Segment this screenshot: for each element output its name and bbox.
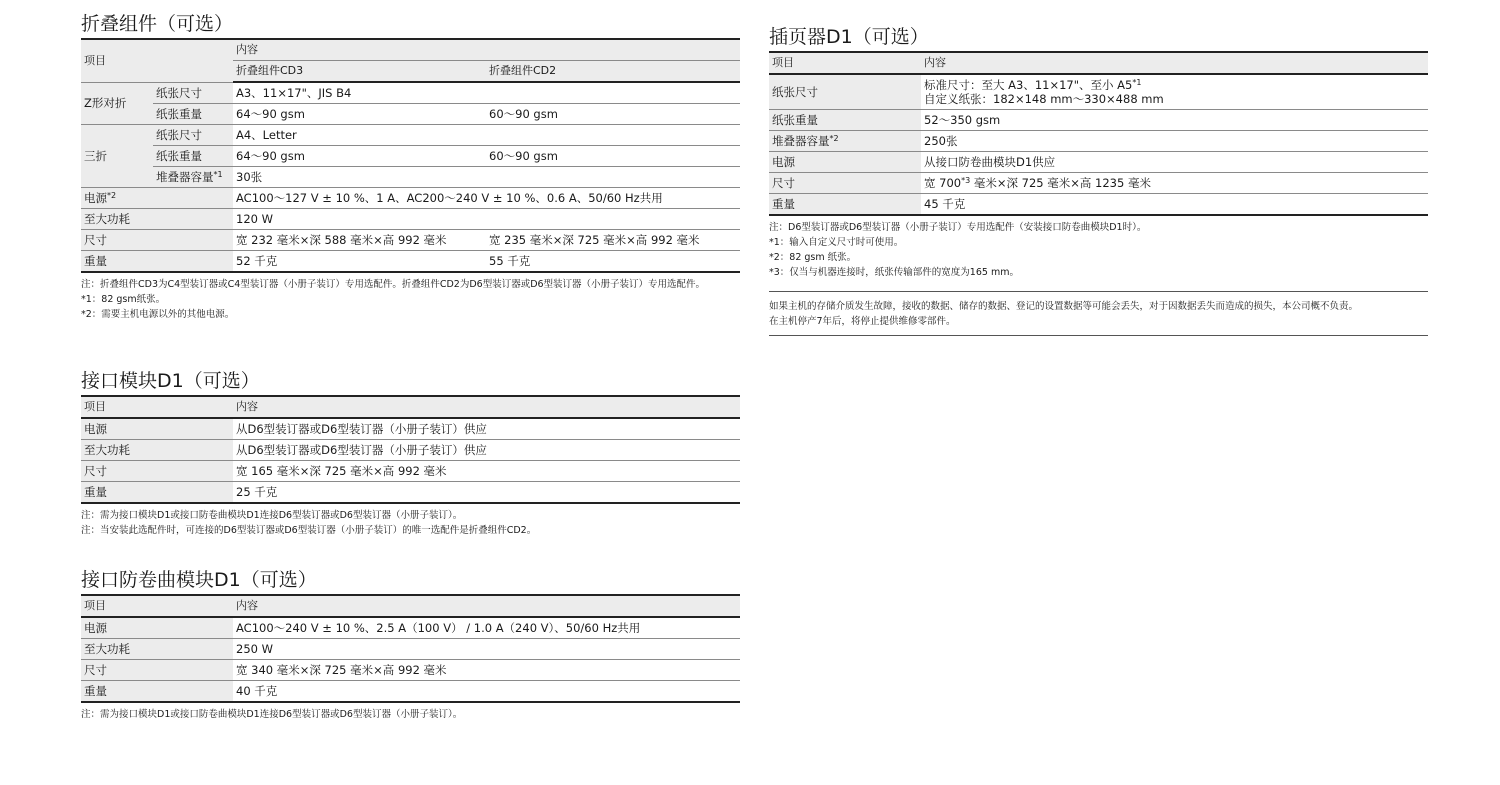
row-value: 250张 <box>921 131 1428 152</box>
row-value: 64～90 gsm <box>233 104 486 125</box>
table-row <box>81 167 740 188</box>
folding-unit-notes <box>81 277 740 322</box>
table-row <box>81 125 740 146</box>
header-cd2: 折叠组件CD2 <box>486 61 740 83</box>
note-line: 注：D6型装订器或D6型装订器（小册子装订）专用选配件（安装接口防卷曲模块D1时）。 <box>769 222 1147 233</box>
interface-unit-table <box>81 395 740 504</box>
row-label: 纸张尺寸 <box>153 82 233 104</box>
table-row <box>81 188 740 209</box>
row-label: 堆叠器容量$^{*1}$ <box>153 167 233 188</box>
note-line: *2：82 gsm 纸张。 <box>769 252 857 263</box>
row-value: 从接口防卷曲模块D1供应 <box>921 152 1428 173</box>
table-row <box>81 617 740 639</box>
row-label: 尺寸 <box>81 660 233 681</box>
row-label: 尺寸 <box>81 230 233 251</box>
table-row <box>81 82 740 104</box>
row-value: 52～350 gsm <box>921 110 1428 131</box>
header-item: 项目 <box>769 52 921 74</box>
row-label: 纸张尺寸 <box>153 125 233 146</box>
tri-fold-group: 三折 <box>81 125 153 188</box>
note-line: 注：需为接口模块D1或接口防卷曲模块D1连接D6型装订器或D6型装订器（小册子装订）。 <box>81 709 463 720</box>
row-value: 宽 232 毫米×深 588 毫米×高 992 毫米 <box>233 230 486 251</box>
row-label: 重量 <box>81 482 233 504</box>
row-label: 纸张尺寸 <box>769 74 921 110</box>
row-label: 尺寸 <box>81 461 233 482</box>
table-row <box>81 230 740 251</box>
row-value: 40 千克 <box>236 684 278 698</box>
table-row <box>769 110 1428 131</box>
row-label: 重量 <box>81 251 233 273</box>
row-value: 52 千克 <box>236 254 278 268</box>
row-label: 堆叠器容量$^{*2}$ <box>769 131 921 152</box>
row-label: 电源 <box>769 152 921 173</box>
row-value: 从D6型装订器或D6型装订器（小册子装订）供应 <box>233 418 740 440</box>
table-header-row <box>81 595 740 617</box>
decurl-unit-notes <box>81 707 740 722</box>
row-label: 尺寸 <box>769 173 921 194</box>
note-line: *1：82 gsm纸张。 <box>81 294 166 305</box>
table-header-row <box>769 52 1428 74</box>
inserter-notes <box>769 220 1428 280</box>
folding-unit-section <box>81 13 740 322</box>
table-row <box>81 639 740 660</box>
decurl-unit-section <box>81 569 740 722</box>
row-value: 60～90 gsm <box>486 146 740 167</box>
disclaimer-box <box>769 291 1428 336</box>
row-value: 30张 <box>233 167 740 188</box>
table-row <box>769 74 1428 110</box>
header-item: 项目 <box>81 396 233 418</box>
note-line: 注：当安装此选配件时，可连接的D6型装订器或D6型装订器（小册子装订）的唯一选配件是折叠组件CD2。 <box>81 525 537 536</box>
row-value: 从D6型装订器或D6型装订器（小册子装订）供应 <box>233 440 740 461</box>
header-cd3: 折叠组件CD3 <box>233 61 486 83</box>
table-row <box>769 131 1428 152</box>
header-item: 项目 <box>81 595 233 617</box>
row-label: 重量 <box>81 681 233 703</box>
row-value: AC100～127 V ± 10 %、1 A、AC200～240 V ± 10 %、0.6 A、50/60 Hz共用 <box>233 188 740 209</box>
note-line: 注：折叠组件CD3为C4型装订器或C4型装订器（小册子装订）专用选配件。折叠组件CD2为D6型装订器或D6型装订器（小册子装订）专用选配件。 <box>81 279 706 290</box>
header-content: 内容 <box>233 396 740 418</box>
z-fold-group: Z形对折 <box>81 82 153 125</box>
row-label: 电源 <box>81 418 233 440</box>
row-value: A4、Letter <box>233 125 740 146</box>
interface-unit-section <box>81 370 740 538</box>
table-row <box>81 104 740 125</box>
row-value: 标准尺寸：至大 A3、11×17"、至小 A5$^{*1}$ 自定义纸张：182×148 mm～330×488 mm <box>921 74 1428 110</box>
row-label: 纸张重量 <box>153 146 233 167</box>
table-row <box>81 660 740 681</box>
header-content: 内容 <box>921 52 1428 74</box>
table-row <box>769 173 1428 194</box>
table-row <box>81 209 740 230</box>
table-header-row <box>81 396 740 418</box>
table-row <box>81 482 740 504</box>
row-label: 纸张重量 <box>153 104 233 125</box>
disclaimer-line: 在主机停产7年后，将停止提供维修零部件。 <box>769 316 956 327</box>
table-row <box>769 152 1428 173</box>
inserter-title: 插页器D1（可选） <box>769 26 929 48</box>
row-value: 120 W <box>233 209 740 230</box>
table-row <box>81 440 740 461</box>
row-value: 250 W <box>233 639 740 660</box>
row-label: 至大功耗 <box>81 639 233 660</box>
row-value: A3、11×17"、JIS B4 <box>233 82 740 104</box>
header-content: 内容 <box>233 39 740 61</box>
interface-unit-notes <box>81 508 740 538</box>
table-row <box>81 681 740 703</box>
decurl-unit-table <box>81 594 740 703</box>
row-value: 45 千克 <box>924 197 966 211</box>
note-line: *1：输入自定义尺寸时可使用。 <box>769 237 904 248</box>
row-label: 重量 <box>769 194 921 216</box>
row-label: 纸张重量 <box>769 110 921 131</box>
row-label: 电源 <box>81 617 233 639</box>
row-value: 60～90 gsm <box>486 104 740 125</box>
folding-unit-title: 折叠组件（可选） <box>81 13 234 35</box>
row-label: 至大功耗 <box>81 209 233 230</box>
note-line: *3：仅当与机器连接时，纸张传输部件的宽度为165 mm。 <box>769 267 1019 278</box>
inserter-table <box>769 51 1428 216</box>
row-value: 25 千克 <box>236 485 278 499</box>
row-value: 55 千克 <box>489 254 531 268</box>
table-row <box>81 251 740 273</box>
inserter-section <box>769 26 1428 280</box>
header-content: 内容 <box>233 595 740 617</box>
table-row <box>81 461 740 482</box>
row-value: AC100～240 V ± 10 %、2.5 A（100 V） / 1.0 A（240 V）、50/60 Hz共用 <box>233 617 740 639</box>
row-value: 宽 700$^{*3}$ 毫米×深 725 毫米×高 1235 毫米 <box>921 173 1428 194</box>
row-label: 至大功耗 <box>81 440 233 461</box>
table-header-row <box>81 39 740 61</box>
table-row <box>81 146 740 167</box>
header-item: 项目 <box>81 39 233 82</box>
disclaimer-line: 如果主机的存储介质发生故障，接收的数据、储存的数据、登记的设置数据等可能会丢失，对于因数据丢失而造成的损失，本公司概不负责。 <box>769 301 1359 312</box>
row-value: 64～90 gsm <box>233 146 486 167</box>
interface-unit-title: 接口模块D1（可选） <box>81 370 260 392</box>
row-value: 宽 165 毫米×深 725 毫米×高 992 毫米 <box>233 461 740 482</box>
folding-unit-table <box>81 38 740 273</box>
table-row <box>81 418 740 440</box>
note-line: *2：需要主机电源以外的其他电源。 <box>81 309 235 320</box>
table-row <box>769 194 1428 216</box>
row-label: 电源$^{*2}$ <box>81 188 233 209</box>
row-value: 宽 340 毫米×深 725 毫米×高 992 毫米 <box>233 660 740 681</box>
decurl-unit-title: 接口防卷曲模块D1（可选） <box>81 569 317 591</box>
note-line: 注：需为接口模块D1或接口防卷曲模块D1连接D6型装订器或D6型装订器（小册子装订）。 <box>81 510 463 521</box>
row-value: 宽 235 毫米×深 725 毫米×高 992 毫米 <box>486 230 740 251</box>
